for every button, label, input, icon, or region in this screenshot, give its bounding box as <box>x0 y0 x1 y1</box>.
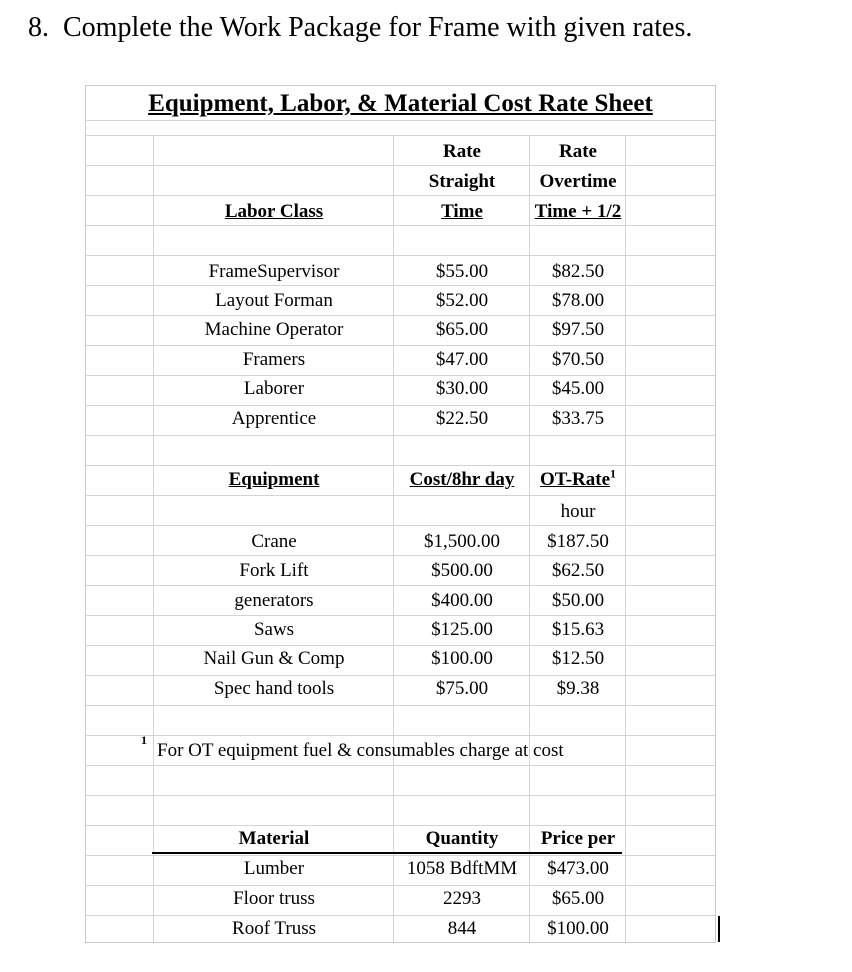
grid-line <box>86 675 715 676</box>
grid-line <box>86 795 715 796</box>
grid-line <box>86 765 715 766</box>
labor-overtime: $78.00 <box>551 290 605 311</box>
labor-straight: $47.00 <box>435 349 489 370</box>
material-price: $65.00 <box>551 888 605 909</box>
labor-straight: $52.00 <box>435 290 489 311</box>
rate-straight-header-1: Rate <box>443 141 481 162</box>
material-name: Floor truss <box>233 888 315 909</box>
grid-line <box>86 645 715 646</box>
question-heading <box>28 12 692 44</box>
grid-line <box>86 585 715 586</box>
grid-line <box>86 225 715 226</box>
grid-line <box>86 375 715 376</box>
labor-straight: $65.00 <box>435 319 489 340</box>
text-cursor <box>718 916 720 942</box>
material-name: Roof Truss <box>232 918 316 939</box>
grid-line <box>86 825 715 826</box>
labor-name: Apprentice <box>231 408 317 429</box>
equipment-name: Saws <box>253 619 295 640</box>
grid-line <box>86 165 715 166</box>
ot-rate-header <box>530 468 626 492</box>
rate-straight-header-3: Time <box>441 201 483 222</box>
grid-line <box>86 315 715 316</box>
labor-straight: $22.50 <box>435 408 489 429</box>
equipment-ot: $62.50 <box>551 560 605 581</box>
grid-line <box>86 855 715 856</box>
footnote-mark: 1 <box>141 733 147 747</box>
labor-name: Layout Forman <box>215 290 333 311</box>
equipment-cost: $500.00 <box>431 560 493 581</box>
equipment-name: Crane <box>251 531 297 552</box>
equipment-ot: $9.38 <box>556 678 600 699</box>
material-header-rule <box>152 852 622 854</box>
material-quantity: 2293 <box>443 888 481 909</box>
equipment-cost: $1,500.00 <box>424 531 500 552</box>
labor-overtime: $45.00 <box>551 378 605 399</box>
question-number: 8. <box>28 12 49 43</box>
grid-line <box>86 135 715 136</box>
labor-name: FrameSupervisor <box>208 261 340 282</box>
labor-overtime: $82.50 <box>551 261 605 282</box>
rate-overtime-header-2: Overtime <box>539 171 617 192</box>
ot-footnote-mark: 1 <box>610 466 617 481</box>
grid-line <box>86 195 715 196</box>
cost-per-day-header: Cost/8hr day <box>409 469 515 490</box>
sheet-title: Equipment, Labor, & Material Cost Rate Sheet <box>148 90 653 117</box>
quantity-header: Quantity <box>425 828 499 849</box>
equipment-cost: $400.00 <box>431 590 493 611</box>
equipment-ot: $50.00 <box>551 590 605 611</box>
grid-line <box>86 735 715 736</box>
equipment-name: Nail Gun & Comp <box>203 648 345 669</box>
labor-overtime: $33.75 <box>551 408 605 429</box>
grid-line <box>86 255 715 256</box>
material-price: $100.00 <box>547 918 609 939</box>
material-name: Lumber <box>243 858 305 879</box>
equipment-cost: $75.00 <box>435 678 489 699</box>
rate-sheet <box>85 85 716 943</box>
grid-line <box>86 555 715 556</box>
grid-line <box>86 345 715 346</box>
rate-straight-header-2: Straight <box>428 171 496 192</box>
equipment-cost: $100.00 <box>431 648 493 669</box>
equipment-cost: $125.00 <box>431 619 493 640</box>
price-header: Price per <box>540 828 616 849</box>
rate-overtime-header-3: Time + 1/2 <box>534 201 622 222</box>
grid-line <box>86 435 715 436</box>
grid-line <box>86 465 715 466</box>
grid-line <box>86 525 715 526</box>
material-price: $473.00 <box>547 858 609 879</box>
labor-name: Machine Operator <box>204 319 344 340</box>
equipment-ot: $15.63 <box>551 619 605 640</box>
rate-overtime-header-1: Rate <box>559 141 597 162</box>
material-quantity: 844 <box>447 918 477 939</box>
labor-name: Laborer <box>243 378 305 399</box>
grid-line <box>86 120 715 121</box>
equipment-name: Spec hand tools <box>213 678 335 699</box>
equipment-name: Fork Lift <box>239 560 309 581</box>
question-text: Complete the Work Package for Frame with given rates. <box>63 12 693 43</box>
material-quantity: 1058 BdftMM <box>406 858 518 879</box>
grid-line <box>86 915 715 916</box>
ot-rate-label: OT-Rate <box>539 469 611 490</box>
equipment-ot: $187.50 <box>547 531 609 552</box>
grid-line <box>86 615 715 616</box>
labor-class-header: Labor Class <box>224 201 324 222</box>
grid-line <box>86 405 715 406</box>
ot-unit-header: hour <box>560 501 596 522</box>
equipment-name: generators <box>234 590 314 611</box>
grid-line <box>86 285 715 286</box>
grid-line <box>86 885 715 886</box>
equipment-ot: $12.50 <box>551 648 605 669</box>
material-header: Material <box>238 828 310 849</box>
footnote-text: For OT equipment fuel & consumables charge at cost <box>157 740 564 761</box>
labor-straight: $55.00 <box>435 261 489 282</box>
labor-overtime: $70.50 <box>551 349 605 370</box>
grid-line <box>86 705 715 706</box>
equipment-header: Equipment <box>228 469 320 490</box>
labor-overtime: $97.50 <box>551 319 605 340</box>
labor-straight: $30.00 <box>435 378 489 399</box>
grid-line <box>86 495 715 496</box>
labor-name: Framers <box>242 349 306 370</box>
